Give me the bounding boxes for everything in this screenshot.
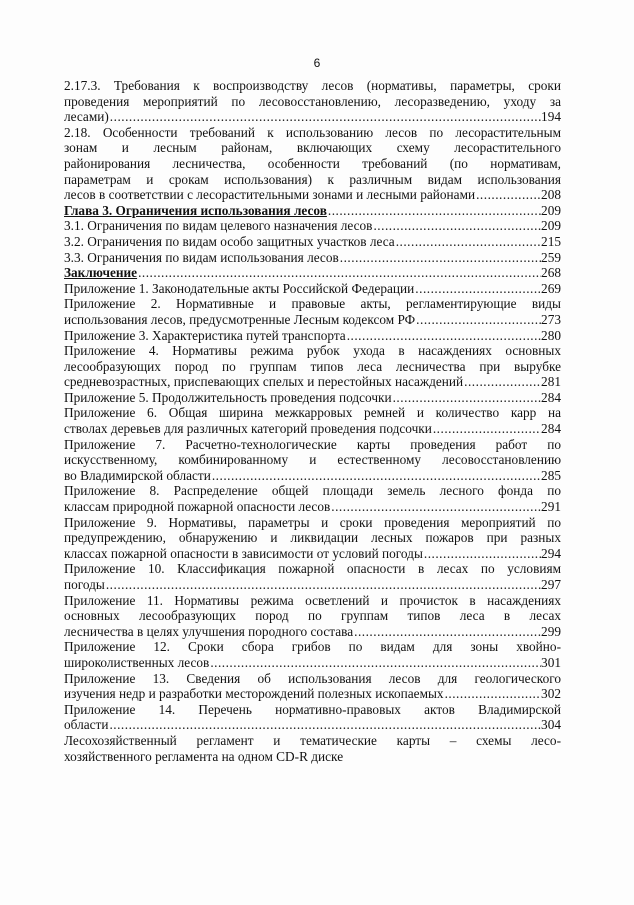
- toc-entry: [64, 593, 561, 640]
- toc-entry-line: Приложение 8. Распределение общей площади земель лесного фонда по: [64, 483, 561, 499]
- toc-entry-line: классах пожарной опасности в зависимости от условий погоды: [64, 545, 423, 561]
- toc-entry-line: Приложение 1. Законодательные акты Российской Федерации: [64, 280, 415, 296]
- dot-leader: [109, 109, 541, 125]
- dot-leader: [475, 187, 541, 203]
- toc-entry-last-line: [64, 281, 561, 297]
- toc-entry-last-line: [64, 390, 561, 406]
- toc-entry-last-line: [64, 655, 561, 671]
- toc-entry-line: 3.1. Ограничения по видам целевого назначения лесов: [64, 218, 373, 234]
- toc-entry-line: 2.17.3. Требования к воспроизводству лесов (нормативы, параметры, сроки: [64, 78, 561, 93]
- dot-leader: [463, 374, 541, 390]
- dot-leader: [339, 250, 541, 266]
- toc-entry-line: хозяйственного регламента на одном CD-R диске: [64, 748, 344, 764]
- toc-entry-line: Лесохозяйственный регламент и тематические карты – схемы лесо-: [64, 732, 561, 748]
- dot-leader: [209, 655, 541, 671]
- toc-entry-line: Приложение 5. Продолжительность проведения подсочки: [64, 389, 392, 405]
- toc-entry-last-line: [64, 717, 561, 733]
- toc-page-number: 209: [541, 218, 561, 234]
- toc-entry: [64, 265, 561, 281]
- dot-leader: [137, 265, 541, 281]
- toc-entry-last-line: [64, 250, 561, 266]
- toc-entry: [64, 203, 561, 219]
- toc-page-number: 269: [541, 280, 561, 296]
- toc-entry-last-line: [64, 328, 561, 344]
- toc-entry: [64, 437, 561, 484]
- toc-entry-line: Заключение: [64, 265, 138, 281]
- table-of-contents: [64, 78, 561, 764]
- toc-entry: [64, 218, 561, 234]
- dot-leader: [327, 203, 541, 219]
- toc-entry: [64, 639, 561, 670]
- toc-page-number: 302: [541, 686, 561, 702]
- toc-page-number: 215: [541, 233, 561, 249]
- toc-entry-last-line: [64, 546, 561, 562]
- toc-entry: [64, 296, 561, 327]
- dot-leader: [444, 686, 541, 702]
- toc-entry: [64, 515, 561, 562]
- dot-leader: [395, 234, 541, 250]
- toc-entry-last-line: [64, 312, 561, 328]
- toc-page-number: 194: [541, 109, 561, 125]
- toc-entry: [64, 561, 561, 592]
- dot-leader: [330, 499, 541, 515]
- toc-entry-last-line: [64, 374, 561, 390]
- toc-entry: [64, 702, 561, 733]
- dot-leader: [346, 328, 541, 344]
- toc-entry-last-line: [64, 499, 561, 515]
- toc-entry: [64, 733, 561, 764]
- toc-entry: [64, 390, 561, 406]
- toc-entry-line: лесов в соответствии с лесорастительными зонами и лесными районами: [64, 187, 476, 203]
- toc-entry-last-line: [64, 218, 561, 234]
- toc-entry-line: Приложение 2. Нормативные и правовые акты, регламентирующие виды: [64, 296, 561, 312]
- toc-entry-line: изучения недр и разработки месторождений полезных ископаемых: [64, 686, 444, 702]
- toc-page-number: 280: [541, 327, 561, 343]
- toc-entry-line: проведения мероприятий по лесовосстановлению, лесоразведению, уходу за: [64, 93, 561, 109]
- toc-page-number: 285: [541, 467, 561, 483]
- toc-page-number: 273: [541, 311, 561, 327]
- toc-entry-line: Приложение 3. Характеристика путей транспорта: [64, 327, 346, 343]
- toc-entry-last-line: [64, 234, 561, 250]
- dot-leader: [432, 421, 541, 437]
- toc-entry-last-line: [64, 203, 561, 219]
- toc-entry-line: Приложение 10. Классификация пожарной опасности в лесах по условиям: [64, 561, 561, 577]
- toc-entry: [64, 343, 561, 390]
- toc-entry-line: 2.18. Особенности требований к использованию лесов по лесорастительным: [64, 124, 561, 140]
- toc-page-number: 268: [541, 265, 561, 281]
- toc-entry-line: стволах деревьев для различных категорий проведения подсочки: [64, 421, 432, 437]
- toc-entry-line: Приложение 4. Нормативы режима рубок ухода в насаждениях основных: [64, 343, 561, 359]
- toc-page-number: 284: [541, 421, 561, 437]
- toc-entry-line: основных лесообразующих пород по группам типов леса в лесах: [64, 608, 561, 624]
- toc-page-number: 304: [541, 717, 561, 733]
- toc-entry: [64, 250, 561, 266]
- toc-page-number: 294: [541, 545, 561, 561]
- toc-entry-last-line: [64, 109, 561, 125]
- dot-leader: [353, 624, 541, 640]
- toc-entry-line: Приложение 7. Расчетно-технологические карты проведения работ по: [64, 436, 561, 452]
- toc-entry-line: Приложение 6. Общая ширина межкарровых ремней и количество карр на: [64, 405, 561, 421]
- toc-entry-line: 3.3. Ограничения по видам использования лесов: [64, 249, 339, 265]
- dot-leader: [105, 577, 541, 593]
- toc-entry-line: лесообразующих пород по группам типов леса лесничества при вырубке: [64, 358, 561, 374]
- toc-entry-last-line: [64, 577, 561, 593]
- toc-entry-last-line: [64, 686, 561, 702]
- toc-entry-line: Приложение 14. Перечень нормативно-правовых актов Владимирской: [64, 701, 561, 717]
- toc-entry-line: погоды: [64, 577, 105, 592]
- toc-entry-line: лесничества в целях улучшения породного состава: [64, 623, 354, 639]
- toc-entry-line: средневозрастных, приспевающих спелых и перестойных насаждений: [64, 374, 464, 390]
- toc-page-number: 291: [541, 499, 561, 515]
- toc-entry-last-line: [64, 468, 561, 484]
- toc-entry-line: 3.2. Ограничения по видам особо защитных участков леса: [64, 233, 395, 249]
- toc-entry-line: Приложение 13. Сведения об использования лесов для геологического: [64, 670, 561, 686]
- toc-entry-last-line: [64, 421, 561, 437]
- toc-entry-line: искусственному, комбинированному и естественному лесовосстановлению: [64, 452, 561, 468]
- toc-entry-line: области: [64, 717, 109, 733]
- dot-leader: [211, 468, 541, 484]
- toc-entry-line: предупреждению, обнаружению и ликвидации лесных пожаров при разных: [64, 530, 561, 546]
- toc-entry: [64, 405, 561, 436]
- toc-page-number: 301: [541, 654, 561, 670]
- toc-entry-line: Глава 3. Ограничения использования лесов: [64, 202, 327, 218]
- toc-entry-last-line: [64, 265, 561, 281]
- toc-page-number: 281: [541, 374, 561, 390]
- toc-entry: [64, 281, 561, 297]
- toc-entry-line: районирования лесничества, особенности требований (по нормативам,: [64, 155, 561, 171]
- dot-leader: [372, 218, 541, 234]
- dot-leader: [415, 312, 541, 328]
- toc-page-number: 297: [541, 577, 561, 592]
- toc-page-number: 208: [541, 187, 561, 203]
- toc-entry-last-line: [64, 624, 561, 640]
- toc-entry-line: параметрам и срокам использования) к различным видам использования: [64, 171, 561, 187]
- toc-entry-line: зонам и лесным районам, включающих схему лесорастительного: [64, 140, 561, 156]
- toc-entry-line: классам природной пожарной опасности лесов: [64, 499, 331, 515]
- toc-entry: [64, 234, 561, 250]
- dot-leader: [423, 546, 541, 562]
- toc-entry: [64, 483, 561, 514]
- toc-page-number: 299: [541, 623, 561, 639]
- toc-entry-line: во Владимирской области: [64, 467, 211, 483]
- toc-page-number: 209: [541, 202, 561, 218]
- page-number: 6: [313, 56, 321, 70]
- toc-entry-line: Приложение 9. Нормативы, параметры и сроки проведения мероприятий по: [64, 514, 561, 530]
- toc-entry-line: Приложение 12. Сроки сбора грибов по видам для зоны хвойно-: [64, 639, 561, 655]
- toc-entry: [64, 328, 561, 344]
- dot-leader: [108, 717, 541, 733]
- toc-page-number: 259: [541, 249, 561, 265]
- toc-entry-line: широколиственных лесов: [64, 654, 210, 670]
- toc-entry: [64, 671, 561, 702]
- toc-page-number: 284: [541, 389, 561, 405]
- toc-entry: [64, 125, 561, 203]
- toc-entry-last-line: [64, 187, 561, 203]
- dot-leader: [414, 281, 541, 297]
- toc-entry-line: Приложение 11. Нормативы режима осветлений и прочисток в насаждениях: [64, 592, 561, 608]
- toc-entry-line: использования лесов, предусмотренные Лесным кодексом РФ: [64, 311, 416, 327]
- toc-entry-line: лесами): [64, 109, 109, 125]
- dot-leader: [392, 390, 541, 406]
- toc-entry: [64, 78, 561, 125]
